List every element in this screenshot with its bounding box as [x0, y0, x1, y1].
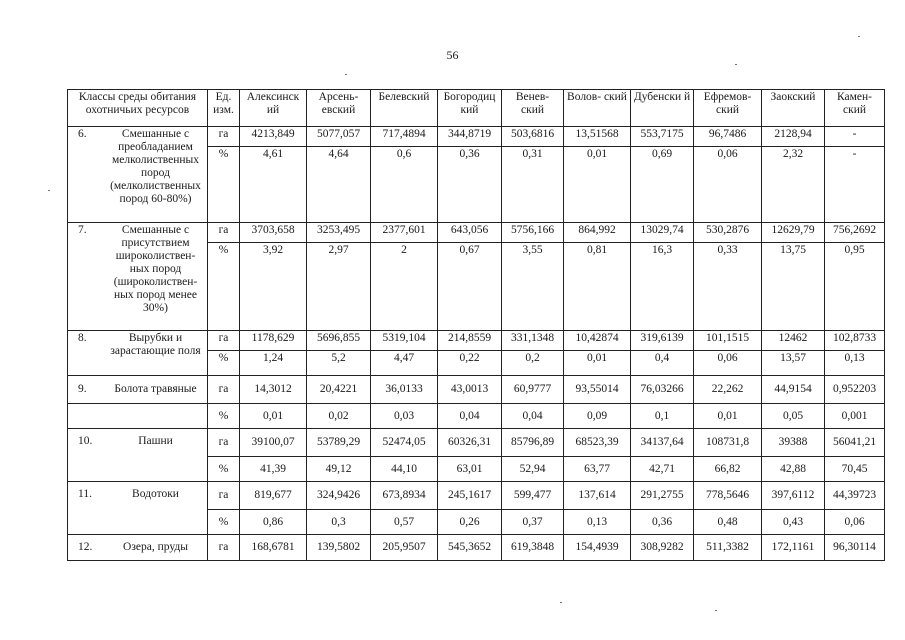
value-cell: 344,8719	[438, 127, 502, 147]
value-cell: 245,1617	[438, 482, 502, 510]
value-cell: 0,67	[438, 243, 502, 331]
value-cell: 43,0013	[438, 376, 502, 404]
value-cell: 331,1348	[502, 331, 564, 351]
table-row	[68, 223, 885, 243]
value-cell: 0,22	[438, 351, 502, 376]
value-cell: 0,36	[631, 510, 694, 535]
value-cell: 0,01	[694, 404, 762, 429]
value-cell: 0,06	[694, 351, 762, 376]
class-number: 7.	[78, 224, 87, 236]
class-cell	[68, 223, 208, 331]
value-cell: 93,55014	[564, 376, 631, 404]
value-cell: 3,92	[240, 243, 307, 331]
value-cell: 3,55	[502, 243, 564, 331]
unit-cell: %	[208, 457, 240, 482]
header-district: Богородиц кий	[438, 90, 502, 127]
value-cell: 39388	[762, 429, 825, 457]
value-cell: 599,477	[502, 482, 564, 510]
value-cell: 137,614	[564, 482, 631, 510]
value-cell: -	[825, 127, 885, 147]
value-cell: 1178,629	[240, 331, 307, 351]
header-district: Камен- ский	[825, 90, 885, 127]
scan-speck	[715, 610, 717, 611]
value-cell: 553,7175	[631, 127, 694, 147]
header-row	[68, 90, 885, 127]
header-district: Алексинск ий	[240, 90, 307, 127]
value-cell: 5,2	[307, 351, 371, 376]
header-district: Волов- ский	[564, 90, 631, 127]
class-cell	[68, 127, 208, 223]
class-name: Болота травяные	[114, 383, 197, 395]
value-cell: 96,7486	[694, 127, 762, 147]
value-cell: 5319,104	[371, 331, 438, 351]
value-cell: 60326,31	[438, 429, 502, 457]
value-cell: 0,1	[631, 404, 694, 429]
unit-cell: %	[208, 351, 240, 376]
class-number: 11.	[78, 488, 92, 500]
class-cell-empty	[68, 404, 208, 429]
value-cell: 319,6139	[631, 331, 694, 351]
value-cell: 154,4939	[564, 535, 631, 561]
habitat-table	[67, 89, 885, 561]
value-cell: 14,3012	[240, 376, 307, 404]
value-cell: 0,01	[564, 351, 631, 376]
value-cell: 44,9154	[762, 376, 825, 404]
table-row	[68, 482, 885, 510]
value-cell: 139,5802	[307, 535, 371, 561]
value-cell: -	[825, 147, 885, 223]
value-cell: 52474,05	[371, 429, 438, 457]
value-cell: 673,8934	[371, 482, 438, 510]
value-cell: 172,1161	[762, 535, 825, 561]
value-cell: 66,82	[694, 457, 762, 482]
class-name: Смешанные с преобладанием мелколиственных пород (мелколиственных пород 60-80%)	[110, 128, 201, 205]
unit-cell: га	[208, 376, 240, 404]
value-cell: 0,26	[438, 510, 502, 535]
header-district: Заокский	[762, 90, 825, 127]
value-cell: 0,6	[371, 147, 438, 223]
value-cell: 0,31	[502, 147, 564, 223]
class-name: Смешанные с присутствием широколиствен- ных пород (широколиствен- ных пород менее 30%)	[113, 224, 198, 314]
header-district: Дубенски й	[631, 90, 694, 127]
value-cell: 36,0133	[371, 376, 438, 404]
value-cell: 4,61	[240, 147, 307, 223]
value-cell: 2,32	[762, 147, 825, 223]
value-cell: 0,37	[502, 510, 564, 535]
value-cell: 101,1515	[694, 331, 762, 351]
value-cell: 0,01	[564, 147, 631, 223]
value-cell: 5756,166	[502, 223, 564, 243]
table-row	[68, 429, 885, 457]
value-cell: 756,2692	[825, 223, 885, 243]
value-cell: 2128,94	[762, 127, 825, 147]
value-cell: 0,04	[502, 404, 564, 429]
value-cell: 0,86	[240, 510, 307, 535]
header-unit: Ед. изм.	[208, 90, 240, 127]
value-cell: 545,3652	[438, 535, 502, 561]
value-cell: 291,2755	[631, 482, 694, 510]
value-cell: 168,6781	[240, 535, 307, 561]
page-number: 56	[446, 48, 459, 62]
value-cell: 13,75	[762, 243, 825, 331]
unit-cell: %	[208, 510, 240, 535]
value-cell: 717,4894	[371, 127, 438, 147]
header-district: Венев- ский	[502, 90, 564, 127]
value-cell: 324,9426	[307, 482, 371, 510]
value-cell: 2377,601	[371, 223, 438, 243]
value-cell: 0,06	[825, 510, 885, 535]
value-cell: 205,9507	[371, 535, 438, 561]
value-cell: 0,69	[631, 147, 694, 223]
value-cell: 96,30114	[825, 535, 885, 561]
value-cell: 1,24	[240, 351, 307, 376]
value-cell: 0,02	[307, 404, 371, 429]
value-cell: 13029,74	[631, 223, 694, 243]
class-number: 10.	[78, 435, 93, 447]
value-cell: 42,88	[762, 457, 825, 482]
value-cell: 0,952203	[825, 376, 885, 404]
value-cell: 44,10	[371, 457, 438, 482]
value-cell: 41,39	[240, 457, 307, 482]
unit-cell: га	[208, 482, 240, 510]
value-cell: 3253,495	[307, 223, 371, 243]
value-cell: 10,42874	[564, 331, 631, 351]
value-cell: 12629,79	[762, 223, 825, 243]
value-cell: 778,5646	[694, 482, 762, 510]
value-cell: 530,2876	[694, 223, 762, 243]
value-cell: 4,64	[307, 147, 371, 223]
value-cell: 0,36	[438, 147, 502, 223]
value-cell: 0,03	[371, 404, 438, 429]
value-cell: 864,992	[564, 223, 631, 243]
scan-speck	[560, 602, 562, 603]
value-cell: 70,45	[825, 457, 885, 482]
value-cell: 0,48	[694, 510, 762, 535]
value-cell: 5696,855	[307, 331, 371, 351]
value-cell: 63,77	[564, 457, 631, 482]
value-cell: 13,57	[762, 351, 825, 376]
value-cell: 2	[371, 243, 438, 331]
class-cell	[68, 482, 208, 535]
value-cell: 0,57	[371, 510, 438, 535]
class-number: 12.	[78, 541, 93, 553]
value-cell: 102,8733	[825, 331, 885, 351]
scan-speck	[48, 190, 50, 191]
value-cell: 0,43	[762, 510, 825, 535]
value-cell: 108731,8	[694, 429, 762, 457]
class-name: Вырубки и зарастающие поля	[110, 332, 201, 357]
value-cell: 2,97	[307, 243, 371, 331]
header-district: Арсень- евский	[307, 90, 371, 127]
value-cell: 0,04	[438, 404, 502, 429]
value-cell: 819,677	[240, 482, 307, 510]
value-cell: 85796,89	[502, 429, 564, 457]
unit-cell: га	[208, 429, 240, 457]
value-cell: 60,9777	[502, 376, 564, 404]
value-cell: 0,81	[564, 243, 631, 331]
class-cell	[68, 535, 208, 561]
value-cell: 56041,21	[825, 429, 885, 457]
value-cell: 214,8559	[438, 331, 502, 351]
value-cell: 12462	[762, 331, 825, 351]
value-cell: 76,03266	[631, 376, 694, 404]
value-cell: 511,3382	[694, 535, 762, 561]
value-cell: 34137,64	[631, 429, 694, 457]
scan-speck	[345, 74, 347, 75]
value-cell: 5077,057	[307, 127, 371, 147]
header-class: Классы среды обитания охотничьих ресурсов	[68, 90, 208, 127]
table-row	[68, 331, 885, 351]
class-cell	[68, 429, 208, 482]
value-cell: 49,12	[307, 457, 371, 482]
class-name: Водотоки	[132, 488, 179, 500]
unit-cell: га	[208, 127, 240, 147]
header-district: Ефремов- ский	[694, 90, 762, 127]
value-cell: 20,4221	[307, 376, 371, 404]
value-cell: 13,51568	[564, 127, 631, 147]
value-cell: 0,3	[307, 510, 371, 535]
value-cell: 619,3848	[502, 535, 564, 561]
value-cell: 0,13	[564, 510, 631, 535]
value-cell: 0,05	[762, 404, 825, 429]
value-cell: 0,01	[240, 404, 307, 429]
value-cell: 52,94	[502, 457, 564, 482]
value-cell: 16,3	[631, 243, 694, 331]
value-cell: 3703,658	[240, 223, 307, 243]
value-cell: 22,262	[694, 376, 762, 404]
unit-cell: га	[208, 223, 240, 243]
value-cell: 503,6816	[502, 127, 564, 147]
value-cell: 53789,29	[307, 429, 371, 457]
class-number: 6.	[78, 128, 87, 140]
unit-cell: га	[208, 535, 240, 561]
value-cell: 4213,849	[240, 127, 307, 147]
value-cell: 44,39723	[825, 482, 885, 510]
header-district: Белевский	[371, 90, 438, 127]
value-cell: 42,71	[631, 457, 694, 482]
value-cell: 68523,39	[564, 429, 631, 457]
value-cell: 308,9282	[631, 535, 694, 561]
value-cell: 0,001	[825, 404, 885, 429]
value-cell: 63,01	[438, 457, 502, 482]
class-cell	[68, 331, 208, 376]
scan-speck	[735, 64, 737, 65]
unit-cell: га	[208, 331, 240, 351]
class-name: Озера, пруды	[123, 541, 188, 553]
value-cell: 0,4	[631, 351, 694, 376]
value-cell: 0,2	[502, 351, 564, 376]
unit-cell: %	[208, 243, 240, 331]
class-number: 8.	[78, 332, 87, 344]
table-row	[68, 127, 885, 147]
scan-speck	[858, 36, 860, 37]
table-row	[68, 376, 885, 404]
table-row	[68, 404, 885, 429]
value-cell: 0,09	[564, 404, 631, 429]
class-number: 9.	[78, 383, 87, 395]
unit-cell: %	[208, 147, 240, 223]
class-name: Пашни	[138, 435, 173, 447]
value-cell: 643,056	[438, 223, 502, 243]
unit-cell: %	[208, 404, 240, 429]
value-cell: 0,33	[694, 243, 762, 331]
value-cell: 39100,07	[240, 429, 307, 457]
value-cell: 0,95	[825, 243, 885, 331]
value-cell: 0,06	[694, 147, 762, 223]
class-cell	[68, 376, 208, 404]
table-row	[68, 535, 885, 561]
value-cell: 4,47	[371, 351, 438, 376]
value-cell: 0,13	[825, 351, 885, 376]
value-cell: 397,6112	[762, 482, 825, 510]
